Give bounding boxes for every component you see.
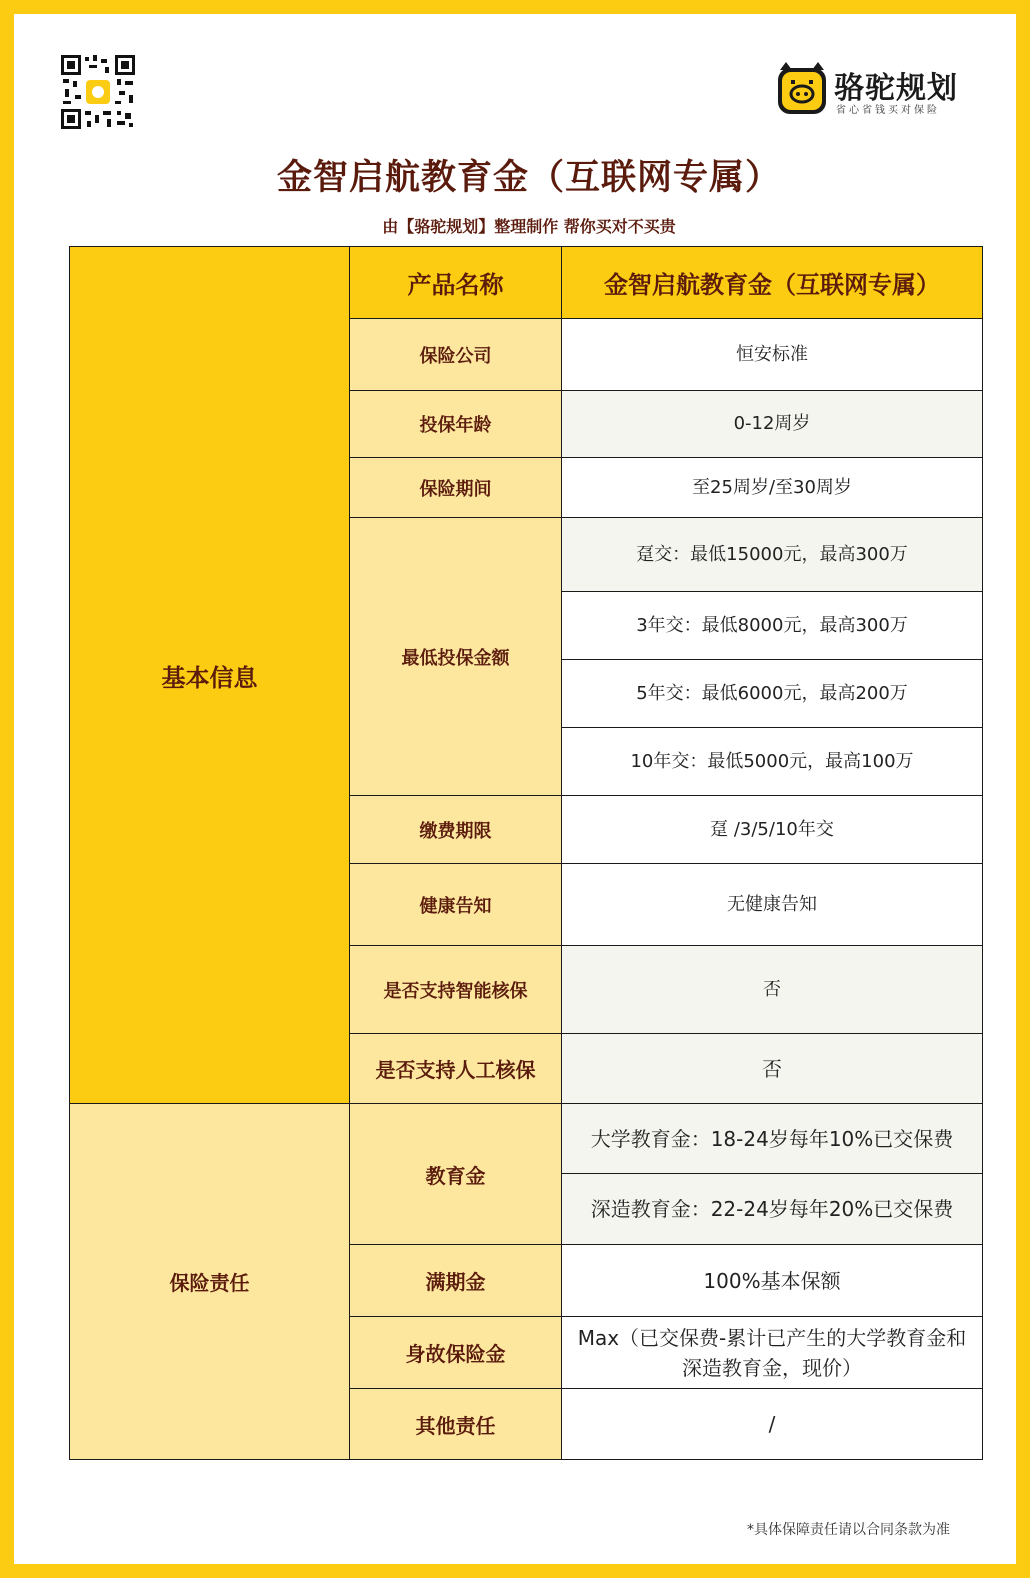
- logo-slogan: 省心省钱买对保险: [836, 105, 940, 116]
- section-basic-info: 基本信息: [70, 247, 350, 1104]
- row-value: 否: [562, 1034, 983, 1104]
- row-value: 否: [562, 946, 983, 1034]
- table-row: [70, 247, 983, 319]
- row-value: 10年交：最低5000元，最高100万: [562, 728, 983, 796]
- row-value: 0-12周岁: [562, 391, 983, 458]
- row-value: 至25周岁/至30周岁: [562, 458, 983, 518]
- row-value: 无健康告知: [562, 864, 983, 946]
- brand-logo: [776, 60, 976, 120]
- row-label: 是否支持人工核保: [350, 1034, 562, 1104]
- row-value: 趸 /3/5/10年交: [562, 796, 983, 864]
- row-label: 其他责任: [350, 1389, 562, 1460]
- row-label: 教育金: [350, 1104, 562, 1245]
- row-value: /: [562, 1389, 983, 1460]
- row-label: 缴费期限: [350, 796, 562, 864]
- row-label: 健康告知: [350, 864, 562, 946]
- table-row: [70, 1104, 983, 1174]
- camel-logo-icon: [776, 60, 828, 116]
- row-label: 投保年龄: [350, 391, 562, 458]
- row-value: 5年交：最低6000元，最高200万: [562, 660, 983, 728]
- page-subtitle: 由【骆驼规划】整理制作 帮你买对不买贵: [382, 217, 676, 236]
- header-value: 金智启航教育金（互联网专属）: [562, 247, 983, 319]
- row-value: 3年交：最低8000元，最高300万: [562, 592, 983, 660]
- row-label: 身故保险金: [350, 1317, 562, 1389]
- page-title: 金智启航教育金（互联网专属）: [276, 158, 781, 198]
- row-label: 保险公司: [350, 319, 562, 391]
- row-label: 满期金: [350, 1245, 562, 1317]
- row-label: 是否支持智能核保: [350, 946, 562, 1034]
- row-value: 趸交：最低15000元，最高300万: [562, 518, 983, 592]
- product-table: [69, 246, 983, 1460]
- row-value: 大学教育金：18-24岁每年10%已交保费: [562, 1104, 983, 1174]
- row-label: 最低投保金额: [350, 518, 562, 796]
- qr-code-icon: [61, 55, 135, 129]
- logo-name: 骆驼规划: [834, 71, 958, 106]
- header-label: 产品名称: [350, 247, 562, 319]
- footnote: *具体保障责任请以合同条款为准: [747, 1522, 950, 1538]
- row-value: 恒安标准: [562, 319, 983, 391]
- row-value: 100%基本保额: [562, 1245, 983, 1317]
- row-label: 保险期间: [350, 458, 562, 518]
- row-value: 深造教育金：22-24岁每年20%已交保费: [562, 1174, 983, 1245]
- row-value: Max（已交保费-累计已产生的大学教育金和深造教育金，现价）: [562, 1317, 983, 1389]
- section-liability: 保险责任: [70, 1104, 350, 1460]
